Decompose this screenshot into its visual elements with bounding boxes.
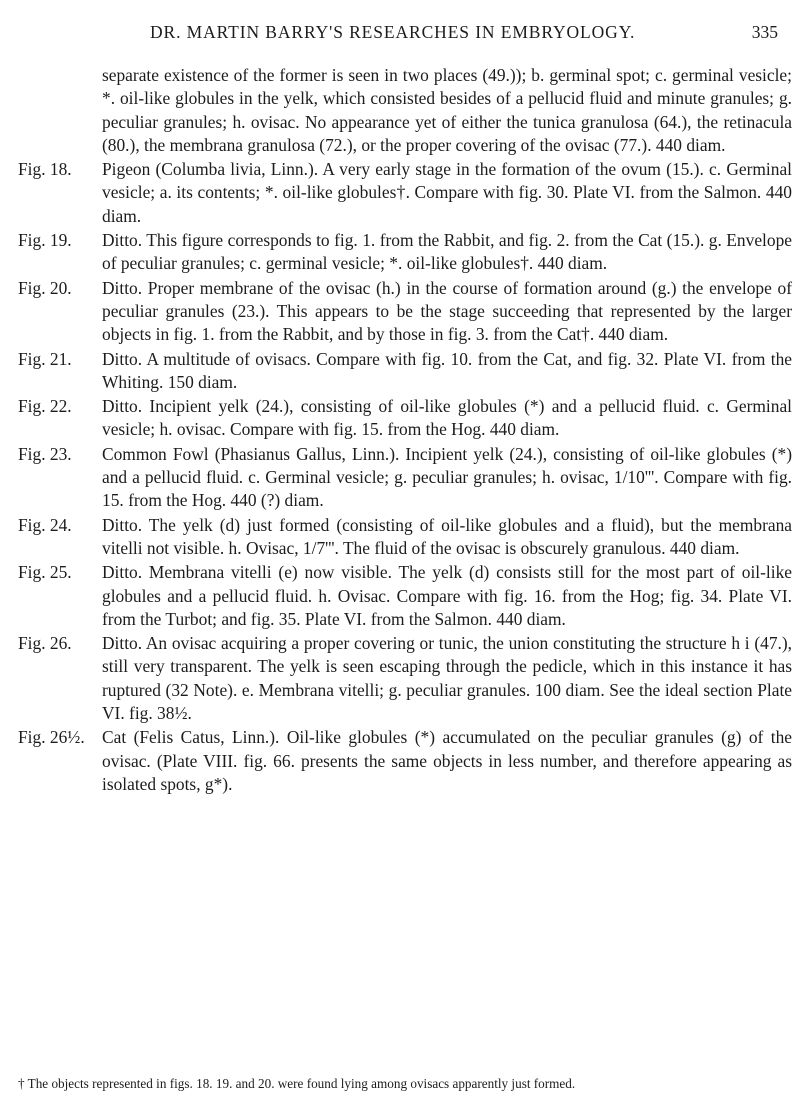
running-title: DR. MARTIN BARRY'S RESEARCHES IN EMBRYOLOGY. bbox=[150, 22, 636, 42]
figure-entry bbox=[18, 632, 792, 725]
figure-label: Fig. 18. bbox=[18, 159, 72, 180]
figure-entry bbox=[18, 348, 792, 395]
figure-label: Fig. 22. bbox=[18, 396, 72, 417]
figure-entry bbox=[18, 443, 792, 513]
figure-entry bbox=[18, 561, 792, 631]
figure-label: Fig. 25. bbox=[18, 562, 72, 583]
figure-description: Pigeon (Columba livia, Linn.). A very early stage in the formation of the ovum (15.). c. Germinal vesicle; a. its contents; *. oil-like globules†. Compare with fig. 30. Plate VI. from the Salmon. 440 diam. bbox=[102, 159, 792, 226]
figure-entry bbox=[18, 158, 792, 228]
figure-entry bbox=[18, 726, 792, 796]
figure-label: Fig. 20. bbox=[18, 277, 72, 298]
running-header bbox=[150, 22, 778, 52]
figure-entry bbox=[18, 229, 792, 276]
figure-label: Fig. 21. bbox=[18, 348, 72, 369]
figure-description: Ditto. A multitude of ovisacs. Compare with fig. 10. from the Cat, and fig. 32. Plate VI. from the Whiting. 150 diam. bbox=[102, 348, 792, 392]
figure-description: Common Fowl (Phasianus Gallus, Linn.). Incipient yelk (24.), consisting of oil-like globules (*) and a pellucid fluid. c. Germinal vesicle; g. peculiar granules; h. ovisac, 1/10'''. Compare with fig. 15. from the Hog. 440 (?) diam. bbox=[102, 443, 792, 511]
figure-description: Ditto. An ovisac acquiring a proper covering or tunic, the union constituting the structure h i (47.), still very transparent. The yelk is seen escaping through the pedicle, which in this instance it has ruptured (32 Note). e. Membrana vitelli; g. peculiar granules. 100 diam. See the ideal section Plate VI. fig. 38½. bbox=[102, 633, 792, 724]
figure-label: Fig. 24. bbox=[18, 514, 72, 535]
figure-entry bbox=[18, 277, 792, 347]
figure-description: Ditto. This figure corresponds to fig. 1. from the Rabbit, and fig. 2. from the Cat (15.). g. Envelope of peculiar granules; c. germinal vesicle; *. oil-like globules†. 440 diam. bbox=[102, 230, 792, 274]
figure-description: Ditto. The yelk (d) just formed (consisting of oil-like globules and a fluid), but the membrana vitelli not visible. h. Ovisac, 1/7'''. The fluid of the ovisac is obscurely granulous. 440 diam. bbox=[102, 514, 792, 558]
page-number: 335 bbox=[751, 22, 778, 42]
figure-label: Fig. 19. bbox=[18, 230, 72, 251]
figure-entry bbox=[18, 514, 792, 561]
page-body bbox=[18, 64, 792, 796]
footnote: † The objects represented in figs. 18. 19. and 20. were found lying among ovisacs apparently just formed. bbox=[18, 1076, 576, 1091]
figure-label: Fig. 26½. bbox=[18, 727, 85, 748]
figure-label: Fig. 23. bbox=[18, 443, 72, 464]
figure-description: Ditto. Incipient yelk (24.), consisting of oil-like globules (*) and a pellucid fluid. c. Germinal vesicle; h. ovisac. Compare with fig. 15. from the Hog. 440 diam. bbox=[102, 396, 792, 440]
figure-description: Ditto. Membrana vitelli (e) now visible. The yelk (d) consists still for the most part of oil-like globules and a pellucid fluid. h. Ovisac. Compare with fig. 16. from the Hog; fig. 34. Plate VI. from the Turbot; and fig. 35. Plate VI. from the Salmon. 440 diam. bbox=[102, 562, 792, 629]
figure-description: Ditto. Proper membrane of the ovisac (h.) in the course of formation around (g.) the envelope of peculiar granules (23.). This appears to be the stage succeeding that represented by the larger objects in fig. 1. from the Rabbit, and by those in fig. 3. from the Cat†. 440 diam. bbox=[102, 277, 792, 345]
lead-paragraph: separate existence of the former is seen in two places (49.)); b. germinal spot; c. germinal vesicle; *. oil-like globules in the yelk, which consisted besides of a pellucid fluid and minute granules; g. peculiar granules; h. ovisac. No appearance yet of either the tunica granulosa (64.), the retinacula (80.), the membrana granulosa (72.), or the proper covering of the ovisac (77.). 440 diam. bbox=[102, 65, 792, 155]
figure-description: Cat (Felis Catus, Linn.). Oil-like globules (*) accumulated on the peculiar granules (g) of the ovisac. (Plate VIII. fig. 66. presents the same objects in less number, and therefore appearing as isolated spots, g*). bbox=[102, 727, 792, 794]
figure-label: Fig. 26. bbox=[18, 633, 72, 654]
figure-entry bbox=[18, 395, 792, 442]
